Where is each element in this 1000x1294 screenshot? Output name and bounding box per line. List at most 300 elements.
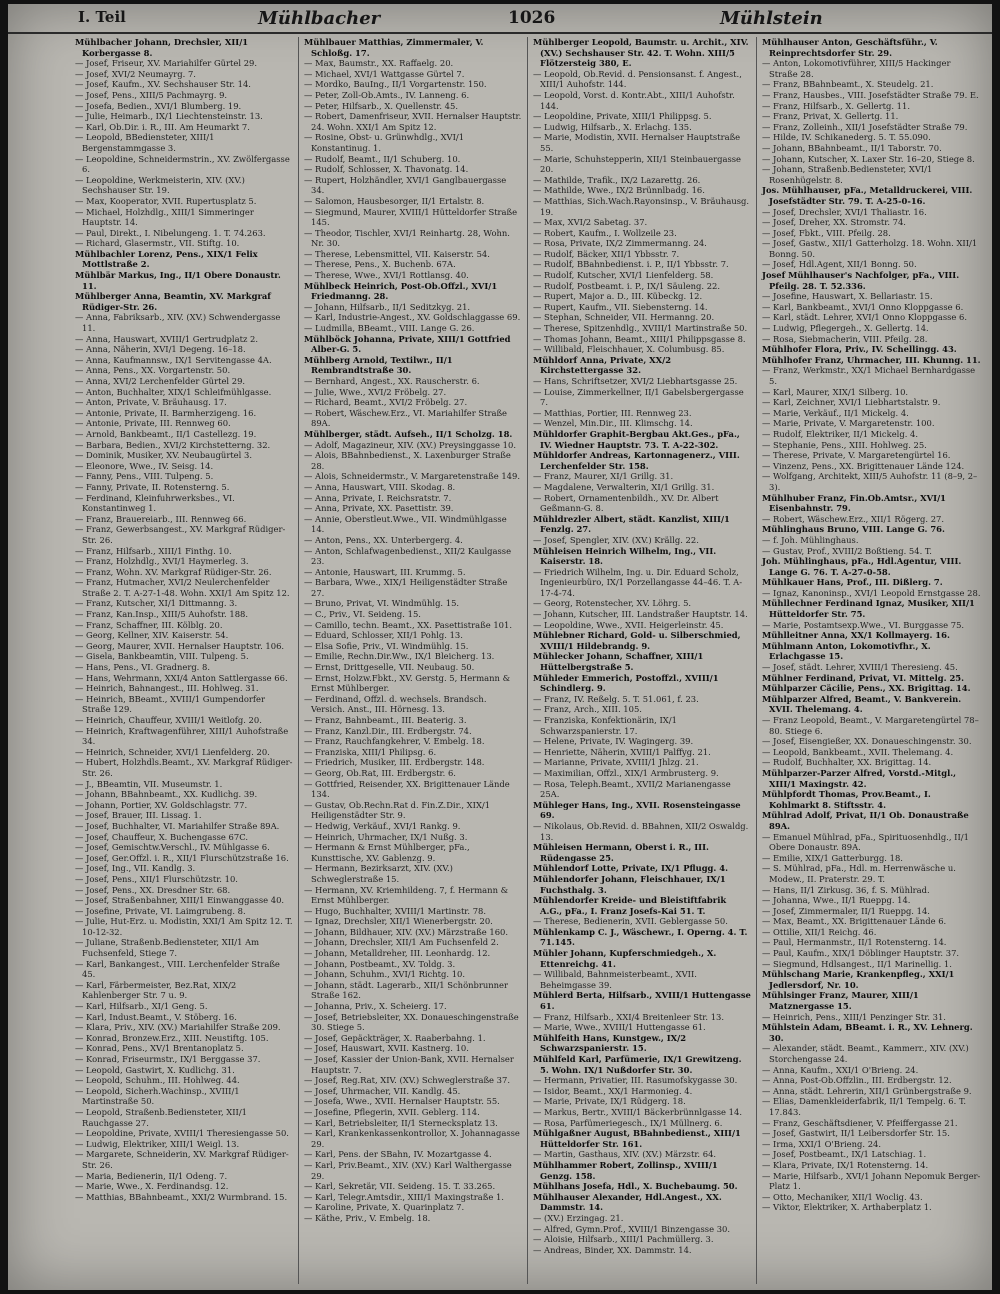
- directory-entry: — Rupert, Kaufm., VII. Siebensterng. 14.: [533, 301, 708, 312]
- directory-entry: — Josef, Hauswart, XVII. Kastnerg. 10.: [304, 1043, 469, 1054]
- directory-entry: Mühleisen Heinrich Wilhelm, Ing., VII. Kaiserstr. 18.: [533, 545, 717, 567]
- directory-entry: — Rudolf, Postbeamt. i. P., IX/1 Säuleng. 22.: [533, 280, 721, 291]
- directory-entry: — Therese, Wwe., XVI/1 Rottlansg. 40.: [304, 270, 469, 281]
- directory-entry: — Therese, Bedienerin, XVII. Geblergasse 50.: [533, 916, 728, 927]
- directory-entry: — Josef, Kassier der Union-Bank, XVII. Hernalser Hauptstr. 7.: [304, 1054, 514, 1075]
- directory-entry: — Emilie, Rechn.Dir.Ww., IX/1 Bleicherg. 13.: [304, 651, 495, 662]
- directory-entry: — Emanuel Mühlrad, pFa., Spirituosenhdlg., II/1 Obere Donaustr. 89A.: [762, 831, 969, 853]
- directory-entry: — f. Joh. Mühlinghaus.: [762, 534, 859, 545]
- directory-entry: — Josef, Pens., XII/1 Flurschützstr. 10.: [75, 873, 238, 884]
- directory-entry: — Karl, Bankbeamt., XVI/1 Onno Kloppgasse 6.: [762, 301, 964, 312]
- directory-entry: — Rudolf, Buchhalter, XX. Brigittag. 14.: [762, 757, 932, 768]
- directory-entry: — Margarete, Schneiderin, XV. Markgraf Rüdiger-Str. 26.: [75, 1149, 289, 1170]
- directory-entry: — Johann, Kutscher, III. Landstraßer Hauptstr. 14.: [533, 609, 748, 620]
- directory-column-4: [757, 37, 986, 1284]
- directory-entry: — Josef, Gastw., XII/1 Gatterholzg. 18. Wohn. XII/1 Bonng. 50.: [762, 238, 978, 259]
- directory-entry: — Alois, BBahnbedienst., X. Laxenburger Straße 28.: [304, 450, 511, 471]
- directory-entry: — Eduard, Schlosser, XII/1 Pohlg. 13.: [304, 630, 463, 641]
- directory-entry: — Isidor, Beamt., XX/1 Harmonieg. 4.: [533, 1085, 693, 1096]
- directory-entry: — Hermann, Bezirksarzt, XIV. (XV.) Schweglerstraße 15.: [304, 863, 453, 884]
- directory-entry: Mühldorfer Graphit-Bergbau Akt.Ges., pFa., IV. Wiedner Hauptstr. 73. T. A-22-302.: [533, 428, 740, 450]
- directory-entry: — Michael, Holzhdlg., XIII/1 Simmeringer Hauptstr. 14.: [75, 206, 254, 228]
- directory-entry: Mühlgaßner August, BBahnbedienst., XIII/1 Hütteldorfer Str. 161.: [533, 1128, 741, 1149]
- directory-entry: — Rosa, Private, IX/2 Zimmermanng. 24.: [533, 238, 707, 249]
- directory-entry: — Gustav, Prof., XVIII/2 Boßtieng. 54. T.: [762, 545, 932, 556]
- directory-entry: — Eleonore, Wwe., IV. Seisg. 14.: [75, 460, 214, 471]
- directory-entry: — Rudolf, Kutscher, XVI/1 Lienfelderg. 58.: [533, 270, 714, 281]
- directory-entry: — Rudolf, Elektriker, II/1 Mickelg. 4.: [762, 428, 919, 439]
- directory-entry: Mühlberger Leopold, Baumstr. u. Archit., XIV. (XV.) Sechshauser Str. 42. T. Wohn. XIII/5 Flötzersteig 380, E.: [533, 37, 749, 69]
- directory-column-1: [70, 37, 299, 1284]
- directory-entry: — Anna, Fabriksarb., XIV. (XV.) Schwendergasse 11.: [75, 312, 281, 334]
- directory-entry: — Josef, Postbeamt., IX/1 Latschiag. 1.: [762, 1149, 927, 1160]
- directory-entry: Mühleisen Hermann, Oberst i. R., III. Rüdengasse 25.: [533, 842, 709, 863]
- directory-entry: — Arnold, Bankbeamt., II/1 Castellezg. 19.: [75, 428, 257, 439]
- directory-entry: — Anton, Private, V. Bräuhausg. 17.: [75, 397, 227, 408]
- directory-entry: — S. Mühlrad, pFa., Hdl. m. Herrenwäsche u. Modew., II. Praterstr. 29. T.: [762, 863, 956, 884]
- directory-entry: — Emilie, XIX/1 Gatterburgg. 18.: [762, 852, 903, 863]
- directory-entry: — Franz, IV. Reßelg. 5. T. 51.061, f. 23.: [533, 693, 699, 704]
- directory-entry: — Georg, Ob.Rat, III. Erdbergstr. 6.: [304, 767, 456, 778]
- directory-entry: — Robert, Ornamentenbildh., XV. Dr. Albert Geßmann-G. 8.: [533, 492, 719, 514]
- directory-entry: — Robert, Wäschew.Erz., XII/1 Rögerg. 27.: [762, 513, 945, 524]
- directory-entry: — Robert, Wäschew.Erz., VI. Mariahilfer Straße 89A.: [304, 407, 508, 429]
- directory-entry: Mühlparzer Cäcilie, Pens., XX. Brigittag. 14.: [762, 683, 971, 694]
- directory-entry: — Josefa, Wwe., XVII. Hernalser Hauptstr. 55.: [304, 1096, 500, 1107]
- directory-entry: Mühlendorfer Johann, Fleischhauer, IX/1 Fuchsthalg. 3.: [533, 873, 726, 895]
- directory-entry: — Elsa Sofie, Priv., VI. Windmühlg. 15.: [304, 640, 469, 651]
- directory-entry: — Josef, städt. Lehrer, XVIII/1 Theresieng. 45.: [762, 662, 958, 673]
- directory-entry: — Franz, Wohn. XV. Markgraf Rüdiger-Str. 26.: [75, 566, 272, 577]
- directory-entry: Mühlhauser Alexander, Hdl.Angest., XX. Dammstr. 14.: [533, 1191, 722, 1213]
- directory-entry: — Anna, XVI/2 Lerchenfelder Gürtel 29.: [75, 376, 246, 386]
- directory-entry: — Adolf, Magazineur, XIV. (XV.) Preysinggasse 10.: [304, 439, 516, 450]
- directory-entry: — Hans, Pens., VI. Gradnerg. 8.: [75, 662, 211, 673]
- directory-entry: Mühlparzer Alfred, Beamt., V. Bankverein. XVII. Thelemang. 4.: [762, 693, 962, 715]
- directory-entry: — Thomas Johann, Beamt., XIII/1 Philippsgasse 8.: [533, 333, 746, 344]
- directory-entry: Mühlenkamp C. J., Wäschewr., I. Operng. 4. T. 71.145.: [533, 926, 748, 948]
- directory-entry: — Josef, Gastwirt, II/1 Leibersdorfer Str. 15.: [762, 1128, 950, 1139]
- directory-entry: — Leopold, Vorst. d. Kontr.Abt., XIII/1 Auhofstr. 144.: [533, 89, 735, 111]
- directory-entry: — Leopold, Schuhm., III. Hohlweg. 44.: [75, 1075, 240, 1086]
- directory-entry: — Nikolaus, Ob.Revid. d. BBahnen, XII/2 Oswaldg. 13.: [533, 820, 749, 842]
- directory-entry: — Bruno, Privat, VI. Windmühlg. 15.: [304, 598, 460, 609]
- directory-entry: — Willibald, Fleischhauer, X. Columbusg. 85.: [533, 344, 725, 355]
- directory-entry: — Heinrich, Bahnangest., III. Hohlweg. 31.: [75, 683, 259, 694]
- directory-entry: Jos. Mühlhauser, pFa., Metalldruckerei, VIII. Josefstädter Str. 79. T. A-25-0-16.: [762, 185, 973, 206]
- directory-entry: — Johanna, Priv., X. Scheierg. 17.: [304, 1001, 447, 1012]
- directory-entry: — Josefine, Private, VI. Laimgrubeng. 8.: [75, 905, 246, 916]
- directory-entry: — Anna, Kaufmannsw., IX/1 Servitengasse 4A.: [75, 354, 272, 365]
- directory-entry: Mühllechner Ferdinand Ignaz, Musiker, XII/1 Hütteldorfer Str. 75.: [762, 598, 975, 620]
- directory-entry: — Hermann, Privatier, III. Rasumofskygasse 30.: [533, 1075, 738, 1086]
- directory-entry: — Hedwig, Verkäuf., XVI/1 Rankg. 9.: [304, 820, 461, 831]
- directory-entry: — Marie, Wwe., X. Ferdinandsg. 12.: [75, 1181, 229, 1192]
- directory-entry: — Johann, Schuhm., XVI/1 Richtg. 10.: [304, 969, 466, 980]
- directory-entry: — Johann, Drechsler, XII/1 Am Fuchsenfeld 2.: [304, 937, 499, 948]
- directory-entry: — Johann, Bildhauer, XIV. (XV.) Märzstraße 160.: [304, 926, 509, 937]
- directory-entry: — Salomon, Hausbesorger, II/1 Ertalstr. 8.: [304, 195, 485, 206]
- directory-entry: — Karl, Betriebsleiter, II/1 Sternecksplatz 13.: [304, 1117, 498, 1128]
- directory-entry: — Josef, Hdl.Agent, XII/1 Bonng. 50.: [762, 259, 917, 270]
- directory-entry: — Josef, Kaufm., XV. Sechshauser Str. 14.: [75, 79, 251, 90]
- directory-entry: — Karl, Telegr.Amtsdir., XIII/1 Maxingstraße 1.: [304, 1191, 504, 1202]
- directory-entry: — Paul, Direkt., I. Nibelungeng. 1. T. 74.263.: [75, 227, 266, 238]
- directory-entry: — Hans, Schriftsetzer, XVI/2 Liebhartsgasse 25.: [533, 376, 738, 386]
- directory-entry: — Antonie, Private, III. Rennweg 60.: [75, 418, 231, 429]
- directory-column-2: [299, 37, 528, 1284]
- directory-entry: — J., BBeamtin, VII. Museumstr. 1.: [75, 778, 223, 789]
- directory-entry: — Alfred, Gymn.Prof., XVIII/1 Binzengasse 30.: [533, 1223, 731, 1234]
- directory-entry: — Annie, Oberstleut.Wwe., VII. Windmühlgasse 14.: [304, 513, 507, 535]
- directory-entry: — Wenzel, Min.Dir., III. Klimschg. 14.: [533, 418, 693, 429]
- directory-entry: — Barbara, Bedien., XVI/2 Kirchstetterng. 32.: [75, 439, 271, 450]
- directory-entry: — Peter, Hilfsarb., X. Quellenstr. 45.: [304, 100, 458, 111]
- directory-entry: — Josef, Ger.Offzl. i. R., XII/1 Flurschützstraße 16.: [75, 852, 289, 863]
- directory-entry: — Josef, Fbkt., VIII. Pfeilg. 28.: [762, 227, 891, 238]
- directory-entry: — Klara, Private, IX/1 Rotensterng. 14.: [762, 1159, 929, 1170]
- directory-entry: — Magdalene, Verwalterin, XI/1 Grillg. 31.: [533, 481, 715, 492]
- directory-entry: — Johanna, Wwe., II/1 Rueppg. 14.: [762, 895, 911, 906]
- directory-entry: Mühldrezler Albert, städt. Kanzlist, XIII/1 Fenzlg. 27.: [533, 513, 730, 535]
- directory-entry: — Gottfried, Reisender, XX. Brigittenauer Lände 134.: [304, 778, 510, 800]
- directory-entry: — Anton, Pens., XX. Unterbergerg. 4.: [304, 534, 463, 545]
- directory-entry: — Leopold, Sicherh.Wachinsp., XVIII/1 Martinstraße 50.: [75, 1085, 240, 1107]
- directory-entry: — Franz, Kanzl.Dir., III. Erdbergstr. 74.: [304, 725, 472, 736]
- directory-entry: — Leopoldine, Schneidermstrin., XV. Zwölfergasse 6.: [75, 153, 290, 175]
- directory-entry: — Ignaz, Drechsler, XII/1 Wienerbergstr. 20.: [304, 916, 493, 927]
- directory-entry: — Friedrich, Musiker, III. Erdbergstr. 148.: [304, 757, 485, 768]
- directory-entry: — Alexander, städt. Beamt., Kammerr., XIV. (XV.) Storchengasse 24.: [762, 1043, 969, 1064]
- left-keyword: Mühlbacher: [258, 8, 381, 29]
- directory-entry: Mühlhans Josefa, Hdl., X. Buchebaumg. 50.: [533, 1181, 738, 1192]
- directory-entry: — Rosa, Parfümeriegesch., IX/1 Müllnerg. 6.: [533, 1117, 723, 1128]
- directory-entry: — Josefa, Bedien., XVI/1 Blumberg. 19.: [75, 100, 242, 111]
- directory-entry: Mühlberger, städt. Aufseh., II/1 Scholzg. 18.: [304, 428, 513, 439]
- directory-entry: — Therese, Spitzenhdlg., XVIII/1 Martinstraße 50.: [533, 323, 748, 334]
- directory-entry: — Leopold, Straßenb.Bediensteter, XII/1 Rauchgasse 27.: [75, 1106, 248, 1128]
- directory-entry: — Johann, Straßenb.Bediensteter, XVI/1 Rosenhügelstr. 8.: [762, 164, 933, 185]
- directory-entry: — Therese, Private, V. Margaretengürtel 16.: [762, 450, 951, 461]
- directory-entry: — Michael, XVI/1 Wattgasse Gürtel 7.: [304, 68, 465, 79]
- directory-entry: — Georg, Rotenstecher, XV. Löhrg. 5.: [533, 598, 692, 609]
- directory-entry: — Konrad, Bronzew.Erz., XIII. Neustiftg. 105.: [75, 1032, 269, 1043]
- directory-entry: — Hugo, Buchhalter, XVIII/1 Martinstr. 78.: [304, 905, 487, 916]
- directory-entry: — Otto, Mechaniker, XII/1 Woclig. 43.: [762, 1191, 923, 1202]
- directory-entry: — Franz, Hausbes., VIII. Josefstädter Straße 79. E.: [762, 89, 979, 100]
- directory-entry: — Irma, XXI/1 O'Brieng. 24.: [762, 1138, 882, 1149]
- directory-entry: — Franz, Geschäftsdiener, V. Pfeiffergasse 21.: [762, 1117, 958, 1128]
- directory-entry: Mühlhauser Anton, Geschäftsführ., V. Reinprechtsdorfer Str. 29.: [762, 37, 938, 58]
- directory-entry: — Karl, Indust.Beamt., V. Stöberg. 16.: [75, 1011, 237, 1022]
- directory-entry: — Rosa, Teleph.Beamt., XVII/2 Marianengasse 25A.: [533, 778, 731, 800]
- directory-entry: — Johann, Metalldreher, III. Leonhardg. 12.: [304, 948, 491, 959]
- directory-entry: — Viktor, Elektriker, X. Arthaberplatz 1.: [762, 1202, 932, 1213]
- directory-entry: — Aloisie, Hilfsarb., XIII/1 Pachmüllerg. 3.: [533, 1234, 714, 1245]
- directory-entry: — Rudolf, BBahnbedienst. i. P., II/1 Ybbsstr. 7.: [533, 259, 729, 270]
- directory-entry: — Richard, Glasermstr., VII. Stiftg. 10.: [75, 238, 240, 249]
- directory-entry: — Anna, Private, XX. Pasettistr. 39.: [304, 503, 454, 514]
- directory-entry: — Heinrich, BBeamt., XVIII/1 Gumpendorfer Straße 129.: [75, 693, 265, 715]
- directory-entry: Mühlberger Anna, Beamtin, XV. Markgraf Rüdiger-Str. 26.: [75, 291, 271, 312]
- directory-entry: — Karl, Industrie-Angest., XV. Goldschlaggasse 69.: [304, 312, 521, 323]
- directory-entry: — Marie, Private, V. Margaretenstr. 100.: [762, 418, 935, 429]
- directory-entry: — Josef, Straßenbahner, XIII/1 Einwanggasse 40.: [75, 895, 285, 906]
- directory-entry: — Franz Leopold, Beamt., V. Margaretengürtel 78–80. Stiege 6.: [762, 715, 979, 736]
- directory-entry: Mühlner Ferdinand, Privat, VI. Mittelg. 25.: [762, 672, 965, 683]
- directory-entry: — Georg, Maurer, XVII. Hernalser Hauptstr. 106.: [75, 640, 285, 651]
- directory-entry: — Karl, Krankenkassenkontrollor, X. Johannagasse 29.: [304, 1128, 520, 1149]
- directory-entry: — Max, Beamt., XX. Brigittenauer Lände 6.: [762, 916, 947, 927]
- directory-entry: — Hubert, Holzhdls.Beamt., XV. Markgraf Rüdiger-Str. 26.: [75, 757, 293, 778]
- directory-entry: — Therese, Lebensmittel, VII. Kaiserstr. 54.: [304, 248, 490, 259]
- directory-entry: — Josef, Buchhalter, VI. Mariahilfer Straße 89A.: [75, 820, 280, 831]
- directory-entry: Joh. Mühlinghaus, pFa., Hdl.Agentur, VIII. Lange G. 76. T. A-27-0-58.: [762, 556, 962, 577]
- directory-entry: — Johann, Hilfsarb., II/1 Seditzkyg. 21.: [304, 301, 471, 312]
- directory-entry: — Klara, Priv., XIV. (XV.) Mariahilfer Straße 209.: [75, 1022, 281, 1033]
- directory-entry: — Josef, Uhrmacher, VII. Kandlg. 45.: [304, 1085, 461, 1096]
- directory-entry: Mühlebner Richard, Gold- u. Silberschmied, XVIII/1 Hildebrandg. 9.: [533, 630, 741, 651]
- directory-entry: — Markus, Bertr., XVIII/1 Bäckerbrünnlgasse 14.: [533, 1106, 742, 1117]
- directory-entry: — Josef, Spengler, XIV. (XV.) Krällg. 22.: [533, 534, 699, 545]
- directory-entry: — Siegmund, Hdlsangest., II/1 Marinellig. 1.: [762, 958, 952, 969]
- directory-entry: — Franz, Werkmstr., XX/1 Michael Bernhardgasse 5.: [762, 365, 976, 386]
- directory-entry: — Wolfgang, Architekt, XIII/5 Auhofstr. 11 (8–9, 2–3).: [762, 471, 978, 492]
- directory-entry: — Karl, Sekretär, VII. Seideng. 15. T. 33.265.: [304, 1181, 496, 1192]
- directory-entry: — Fanny, Private, II. Rotensterng. 5.: [75, 481, 230, 492]
- directory-entry: — Marie, Postamtsexp.Wwe., VI. Burggasse 75.: [762, 619, 965, 630]
- directory-entry: — Josef, Brauer, III. Lissag. 1.: [75, 810, 202, 821]
- directory-entry: Mühlhammer Robert, Zollinsp., XVIII/1 Genzg. 158.: [533, 1159, 718, 1181]
- directory-entry: — Josef, Pens., XIII/5 Pachmayrg. 9.: [75, 89, 228, 100]
- directory-entry: — Barbara, Wwe., XIX/1 Heiligenstädter Straße 27.: [304, 577, 508, 598]
- directory-entry: — Juliane, Straßenb.Bediensteter, XII/1 Am Fuchsenfeld, Stiege 7.: [75, 937, 260, 959]
- directory-entry: — Rudolf, Bäcker, XII/1 Ybbsstr. 7.: [533, 248, 680, 259]
- directory-entry: — Bernhard, Angest., XX. Rauscherstr. 6.: [304, 376, 480, 386]
- directory-entry: — Marianne, Private, XVIII/1 Jhlzg. 21.: [533, 757, 699, 768]
- directory-entry: Mühlbär Markus, Ing., II/1 Obere Donaustr. 11.: [75, 270, 281, 291]
- directory-entry: — Karoline, Private, X. Quarinplatz 7.: [304, 1202, 465, 1213]
- directory-entry: — Ignaz, Kanoninsp., XVI/1 Leopold Ernstgasse 28.: [762, 587, 981, 598]
- directory-entry: — Stephanie, Pens., XIII. Hohlweg. 25.: [762, 439, 927, 450]
- directory-entry: — Josef, Eisengießer, XX. Donaueschingenstr. 30.: [762, 736, 972, 747]
- directory-column-3: [528, 37, 757, 1284]
- directory-entry: — Anna, städt. Lehrerin, XII/1 Grünbergstraße 9.: [762, 1085, 972, 1096]
- directory-columns: [70, 37, 986, 1284]
- directory-entry: — Johann, BBahnbeamt., II/1 Taborstr. 70.: [762, 142, 942, 153]
- part-label: I. Teil: [78, 8, 126, 26]
- directory-entry: — Hermann, XV. Kriemhildeng. 7, f. Hermann & Ernst Mühlberger.: [304, 884, 509, 906]
- directory-page: [8, 4, 992, 1290]
- directory-entry: — Heinrich, Kraftwagenführer, XIII/1 Auhofstraße 34.: [75, 725, 289, 747]
- directory-entry: — Karl, Färbermeister, Bez.Rat, XIX/2 Kahlenberger Str. 7 u. 9.: [75, 979, 237, 1001]
- directory-entry: — Louise, Zimmerkellner, II/1 Gabelsbergergasse 7.: [533, 386, 744, 408]
- directory-entry: — Franz, BBahnbeamt., X. Steudelg. 21.: [762, 79, 934, 90]
- directory-entry: — Franz, Hilfsarb., XXI/4 Breitenleer Str. 13.: [533, 1011, 725, 1022]
- directory-entry: — Marie, Verkäuf., II/1 Mickelg. 4.: [762, 407, 909, 418]
- directory-entry: — Siegmund, Maurer, XVIII/1 Hütteldorfer Straße 145.: [304, 206, 518, 228]
- directory-entry: — Leopoldine, Private, XIII/1 Philippsg. 5.: [533, 111, 712, 122]
- directory-entry: Mühlendorf Lotte, Private, IX/1 Pflugg. 4.: [533, 863, 728, 874]
- directory-entry: — Josef, XVI/2 Neumayrg. 7.: [75, 68, 196, 79]
- directory-entry: Mühlböck Johanna, Private, XIII/1 Gottfried Alber-G. 5.: [304, 333, 511, 355]
- directory-entry: — Paul, Hermanmstr., II/1 Rotensterng. 14.: [762, 937, 947, 948]
- directory-entry: Mühlleitner Anna, XX/1 Kollmayerg. 16.: [762, 630, 950, 641]
- directory-entry: Josef Mühlhauser's Nachfolger, pFa., VIII. Pfeilg. 28. T. 52.336.: [762, 270, 960, 291]
- directory-entry: — Rudolf, Schlosser, X. Thavonatg. 14.: [304, 164, 469, 175]
- directory-entry: — Johann, Kutscher, X. Laxer Str. 16–20, Stiege 8.: [762, 153, 975, 164]
- directory-entry: — Ludwig, Pflegergeh., X. Gellertg. 14.: [762, 323, 929, 334]
- directory-entry: — Mathilde, Wwe., IX/2 Brünnlbadg. 16.: [533, 185, 705, 196]
- directory-entry: — Karl, Priv.Beamt., XIV. (XV.) Karl Walthergasse 29.: [304, 1159, 512, 1181]
- directory-entry: — Franz, Bahnbeamt., III. Beaterig. 3.: [304, 715, 467, 725]
- directory-entry: — Leopold, Gastwirt, X. Kudlichg. 31.: [75, 1064, 235, 1075]
- directory-entry: — Alois, Schneidermstr., V. Margaretenstraße 149.: [304, 471, 520, 482]
- directory-entry: — Josefine, Hauswart, X. Bellariastr. 15.: [762, 291, 933, 302]
- directory-entry: — Josef, Ing., VII. Kandlg. 3.: [75, 863, 196, 874]
- directory-entry: — Karl, Ob.Dir. i. R., III. Am Heumarkt 7.: [75, 121, 250, 132]
- directory-entry: — Franz, Privat, X. Gellertg. 11.: [762, 111, 899, 122]
- directory-entry: — Martin, Gasthaus, XIV. (XV.) Märzstr. 64.: [533, 1149, 717, 1160]
- directory-entry: — Marie, Private, IX/1 Rüdgerg. 18.: [533, 1096, 686, 1107]
- directory-entry: — Friedrich Wilhelm, Ing. u. Dir. Eduard Scholz, Ingenieurbüro, IX/1 Porzellangasse 44–46. T. A-17-4-74.: [533, 566, 743, 598]
- directory-entry: — Karl, städt. Lehrer, XVI/1 Onno Kloppgasse 6.: [762, 312, 968, 323]
- directory-entry: — Ottilie, XII/1 Reichg. 46.: [762, 926, 877, 937]
- directory-entry: — Maria, Bedienerin, II/1 Odeng. 7.: [75, 1170, 228, 1181]
- directory-entry: — Therese, Pens., X. Buchenb. 67A.: [304, 259, 456, 270]
- directory-entry: — Mordko, BauIng., II/1 Vorgartenstr. 150.: [304, 79, 487, 90]
- directory-entry: — Anton, Lokomotivführer, XIII/5 Hackinger Straße 28.: [762, 58, 951, 79]
- directory-entry: — Robert, Damenfriseur, XVII. Hernalser Hauptstr. 24. Wohn. XXI/1 Am Spitz 12.: [304, 111, 522, 132]
- directory-entry: — Antonie, Hauswart, III. Krummg. 5.: [304, 566, 466, 577]
- directory-entry: — Josef, Drechsler, XVI/1 Thaliastr. 16.: [762, 206, 927, 217]
- directory-entry: — Anton, Buchhalter, XIX/1 Schleifmühlgasse.: [75, 386, 272, 397]
- directory-entry: — Leopold, Ob.Revid. d. Pensionsanst. f. Angest., XIII/1 Auhofstr. 144.: [533, 68, 742, 90]
- directory-entry: Mühlendorfer Kreide- und Bleistiftfabrik A.G., pFa., I. Franz Josefs-Kai 51. T.: [533, 895, 727, 916]
- directory-entry: — Franz, Kan.Insp., XIII/5 Auhofstr. 188.: [75, 609, 249, 620]
- directory-entry: — Franziska, XIII/1 Philipsg. 6.: [304, 746, 437, 757]
- directory-entry: — Anna, Hauswart, XVIII/1 Gertrudplatz 2.: [75, 333, 259, 344]
- directory-entry: — Rupert, Major a. D., III. Kübeckg. 12.: [533, 291, 703, 302]
- directory-entry: — Johann, Postbeamt., XV. Toldg. 3.: [304, 958, 456, 969]
- directory-entry: — Heinrich, Schneider, XVI/1 Lienfelderg. 20.: [75, 746, 270, 757]
- directory-entry: — Elias, Damenkleiderfabrik, II/1 Tempelg. 6. T. 17.843.: [762, 1096, 966, 1117]
- right-keyword: Mühlstein: [720, 8, 823, 29]
- directory-entry: — Paul, Kaufm., XIX/1 Döblinger Hauptstr. 37.: [762, 948, 960, 959]
- directory-entry: Mühlsinger Franz, Maurer, XIII/1 Matznergasse 15.: [762, 990, 919, 1012]
- directory-entry: — Matthias, Portier, III. Rennweg 23.: [533, 407, 692, 418]
- directory-entry: — Johann, städt. Lagerarb., XII/1 Schönbrunner Straße 162.: [304, 979, 509, 1001]
- directory-entry: Mühlschang Marie, Krankenpfleg., XXI/1 Jedlersdorf, Nr. 10.: [762, 969, 955, 990]
- page-header: [8, 4, 992, 34]
- directory-entry: — Franz, Zolleinh., XII/1 Josefstädter Straße 79.: [762, 121, 968, 132]
- directory-entry: — Franz, Maurer, XI/1 Grillg. 31.: [533, 471, 674, 482]
- directory-entry: — Richard, Beamt., XVI/2 Fröbelg. 27.: [304, 397, 468, 408]
- directory-entry: — Heinrich, Chauffeur, XVIII/1 Weitlofg. 20.: [75, 715, 262, 725]
- directory-entry: — Ludwig, Hilfsarb., X. Erlachg. 135.: [533, 121, 692, 132]
- directory-entry: Mühlerd Berta, Hilfsarb., XVIII/1 Huttengasse 61.: [533, 990, 751, 1012]
- directory-entry: — Julie, Hut-Erz. u. Modistin, XXI/1 Am Spitz 12. T. 10-12-32.: [75, 916, 293, 937]
- directory-entry: — Henriette, Näherin, XVIII/1 Palffyg. 21.: [533, 746, 711, 757]
- directory-entry: — Mathilde, Trafik., IX/2 Lazarettg. 26.: [533, 174, 701, 185]
- directory-entry: — Gustav, Ob.Rechn.Rat d. Fin.Z.Dir., XIX/1 Heiligenstädter Str. 9.: [304, 799, 491, 821]
- directory-entry: Mühlstein Adam, BBeamt. i. R., XV. Lehnerg. 30.: [762, 1022, 973, 1043]
- directory-entry: — Leopoldine, Wwe., XVII. Heigerleinstr. 45.: [533, 619, 724, 630]
- directory-entry: — Rupert, Holzhändler, XVI/1 Ganglbauergasse 34.: [304, 174, 507, 196]
- directory-entry: — Hilde, IV. Schikanederg. 5. T. 55.090.: [762, 132, 931, 143]
- directory-entry: — Franz, Hilfsarb., XIII/1 Finthg. 10.: [75, 545, 232, 556]
- directory-entry: — Hermann & Ernst Mühlberger, pFa., Kunsttische, XV. Gablenzg. 9.: [304, 842, 470, 863]
- directory-entry: Mühlfeld Karl, Parfümerie, IX/1 Grewitzeng. 5. Wohn. IX/1 Nußdorfer Str. 30.: [533, 1054, 742, 1075]
- directory-entry: — Johann, Portier, XV. Goldschlagstr. 77.: [75, 799, 248, 810]
- directory-entry: — Julie, Wwe., XVI/2 Fröbelg. 27.: [304, 386, 447, 397]
- directory-entry: — Matthias, Sich.Wach.Rayonsinsp., V. Bräuhausg. 19.: [533, 195, 750, 217]
- directory-entry: — Max, Kooperator, XVII. Rupertusplatz 5.: [75, 195, 257, 206]
- directory-entry: — Karl, Pens. der SBahn, IV. Mozartgasse 4.: [304, 1149, 492, 1160]
- directory-entry: Mühleder Emmerich, Postoffzl., XVIII/1 Schindlerg. 9.: [533, 672, 719, 694]
- directory-entry: Mühlhofer Franz, Uhrmacher, III. Khunng. 11.: [762, 354, 981, 365]
- directory-entry: — Josef, Gemischtw.Verschl., IV. Mühlgasse 6.: [75, 842, 270, 853]
- directory-entry: Mühlecker Johann, Schaffner, XIII/1 Hüttelbergstraße 5.: [533, 651, 704, 673]
- directory-entry: — Franz, Hilfsarb., X. Gellertg. 11.: [762, 100, 910, 111]
- directory-entry: — Franz, Kutscher, XI/1 Dittmanng. 3.: [75, 598, 238, 609]
- directory-entry: Mühlbauer Matthias, Zimmermaler, V. Schloßg. 17.: [304, 37, 484, 58]
- directory-entry: — Anna, Kaufm., XXI/1 O'Brieng. 24.: [762, 1064, 919, 1075]
- directory-entry: — Anna, Private, I. Reichsratstr. 7.: [304, 492, 452, 503]
- directory-entry: — Ludmilla, BBeamt., VIII. Lange G. 26.: [304, 323, 475, 334]
- directory-entry: — Franz, Brauereiarb., III. Rennweg 66.: [75, 513, 247, 524]
- directory-entry: — Willibald, Bahnmeisterbeamt., XVII. Beheimgasse 39.: [533, 969, 697, 990]
- directory-entry: — Max, XVI/2 Sabetag. 37.: [533, 217, 648, 228]
- directory-entry: Mühlhofer Flora, Priv., IV. Schellingg. 43.: [762, 344, 957, 355]
- directory-entry: — Marie, Schuhstepperin, XII/1 Steinbauergasse 20.: [533, 153, 742, 175]
- directory-entry: — Rosa, Siebmacherin, VIII. Pfeilg. 28.: [762, 333, 928, 344]
- directory-entry: — Marie, Modistin, XVII. Hernalser Hauptstraße 55.: [533, 132, 741, 153]
- directory-entry: Mühlkauer Hans, Prof., III. Dißlerg. 7.: [762, 577, 943, 588]
- directory-entry: — Leopold, Bankbeamt., XVII. Thelemang. 4.: [762, 746, 954, 757]
- directory-entry: — Konrad, Friseurmstr., IX/1 Berggasse 37.: [75, 1054, 261, 1064]
- directory-entry: — Franz, Rauchfangkehrer, V. Embelg. 18.: [304, 736, 485, 747]
- directory-entry: Mühldorf Anna, Private, XX/2 Kirchstettergasse 32.: [533, 354, 672, 376]
- directory-entry: — Dominik, Musiker, XV. Neubaugürtel 3.: [75, 450, 252, 461]
- directory-entry: — Franziska, Konfektionärin, IX/1 Schwarzspanierstr. 17.: [533, 715, 677, 736]
- directory-entry: — Georg, Kellner, XIV. Kaiserstr. 54.: [75, 630, 229, 641]
- directory-entry: Mühlberg Arnold, Textilwr., II/1 Rembrandtstraße 30.: [304, 354, 453, 376]
- directory-entry: — Leopoldine, Werkmeisterin, XIV. (XV.) Sechshauser Str. 19.: [75, 174, 245, 196]
- directory-entry: — Josef, Reg.Rat, XIV. (XV.) Schweglerstraße 37.: [304, 1075, 510, 1086]
- directory-entry: Mühlmann Anton, Lokomotivfhr., X. Erlachgasse 15.: [762, 640, 931, 662]
- directory-entry: — Ferdinand, Offzl. d. wechsels. Brandsch. Versich. Anst., III. Hörnesg. 13.: [304, 693, 487, 715]
- directory-entry: — Marie, Wwe., XVIII/1 Huttengasse 61.: [533, 1022, 706, 1033]
- directory-entry: — Karl, Bankangest., VIII. Lerchenfelder Straße 45.: [75, 958, 280, 980]
- directory-entry: — Josef, Zimmermaler, II/1 Rueppg. 14.: [762, 905, 930, 916]
- directory-entry: — Julie, Heimarb., IX/1 Liechtensteinstr. 13.: [75, 111, 263, 122]
- directory-entry: Mühleger Hans, Ing., XVII. Rosensteingasse 69.: [533, 799, 741, 821]
- directory-entry: Mühlbachler Lorenz, Pens., XIX/1 Felix Mottlstraße 2.: [75, 248, 258, 270]
- directory-entry: — Anna, Näherin, XVI/1 Degeng. 16–18.: [75, 344, 246, 355]
- directory-entry: — Gisela, Bankbeamtin, VIII. Tulpeng. 5.: [75, 651, 249, 662]
- directory-entry: — Anna, Post-Ob.Offzlin., III. Erdbergstr. 12.: [762, 1075, 952, 1086]
- page-number: 1026: [508, 8, 556, 28]
- directory-entry: — Josef, Chauffeur, X. Buchengasse 67C.: [75, 831, 248, 842]
- directory-entry: — Matthias, BBahnbeamt., XXI/2 Wurmbrand. 15.: [75, 1191, 288, 1202]
- directory-entry: Mühler Johann, Kupferschmiedgeh., X. Ettenreichg. 41.: [533, 948, 717, 969]
- directory-entry: — Anton, Schlafwagenbedienst., XII/2 Kaulgasse 23.: [304, 545, 512, 567]
- directory-entry: — Franz, Arch., XIII. 105.: [533, 704, 642, 715]
- directory-entry: — Rudolf, Beamt., II/1 Schuberg. 10.: [304, 153, 461, 164]
- directory-entry: Mühlfeith Hans, Kunstgew., IX/2 Schwarzspanierstr. 15.: [533, 1032, 687, 1054]
- directory-entry: — Heinrich, Pens., XIII/1 Penzinger Str. 31.: [762, 1011, 946, 1022]
